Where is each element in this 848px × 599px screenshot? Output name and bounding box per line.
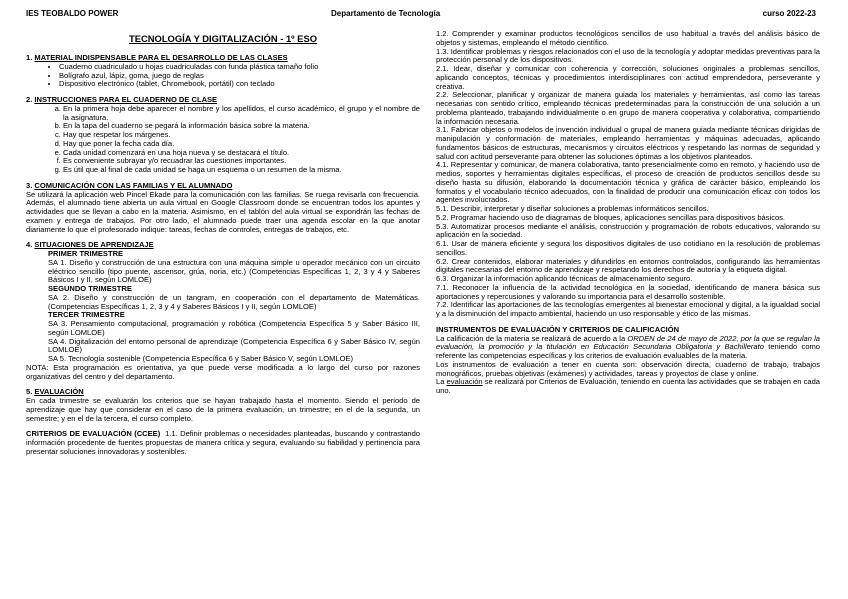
criterion-item: 6.3. Organizar la información aplicando técnicas de almacenamiento seguro.	[436, 274, 693, 283]
criterion-item: 4.1. Representar y comunicar, de manera colaborativa, tanto presencialmente como en remoto, y haciendo uso de medios, soportes y herramientas digitales específicas, el proceso de creación de productos sencillos desde su diseño hasta su difusión, elaborando la documentación técnica y gráfica de carácter básico, empleando los formatos y el vocabulario técnico adecuados, con la finalidad de producir una comunicación eficaz con todos los agentes involucrados.	[436, 160, 820, 205]
school-name: IES TEOBALDO POWER	[26, 9, 119, 18]
learning-situation-5: SA 5. Tecnología sostenible (Competencia Específica 6 y Saber Básico V, según LOMLOE)	[48, 354, 353, 363]
left-column	[26, 33, 420, 457]
right-column	[436, 30, 820, 396]
term-3-heading: TERCER TRIMESTRE	[48, 310, 125, 320]
list-item: f. Es conveniente subrayar y/o recuadrar las cuestiones importantes.	[63, 157, 420, 166]
list-item: • Dispositivo electrónico (tablet, Chromebook, portátil) con teclado	[59, 80, 420, 89]
evaluation-paragraph: En cada trimestre se evaluarán los criterios que se hayan trabajado hasta el momento. Siendo el periodo de aprendizaje que hay que considerar en el caso de la primera evaluación, un trimestre; en el de la segunda, un semestre; y en el de la tercera, el curso completo.	[26, 396, 420, 423]
section-4-heading: 4. SITUACIONES DE APRENDIZAJE	[26, 240, 154, 250]
list-item: • Bolígrafo azul, lápiz, goma, juego de reglas	[59, 72, 420, 81]
criterion-item: 5.2. Programar haciendo uso de diagramas de bloques, aplicaciones sencillas para dispositivos básicos.	[436, 212, 786, 222]
list-item: b. En la tapa del cuaderno se pegará la información básica sobre la materia.	[63, 122, 420, 131]
section-3-heading: 3. COMUNICACIÓN CON LAS FAMILIAS Y EL ALUMNADO	[26, 180, 233, 190]
criterion-item: 1.3. Identificar problemas y riesgos relacionados con el uso de la tecnología y adoptar medidas preventivas para la protección personal y de los dispositivos.	[436, 46, 820, 65]
list-item: • Cuaderno cuadriculado u hojas cuadriculadas con funda plástica tamaño folio	[59, 63, 420, 72]
term-1-heading: PRIMER TRIMESTRE	[48, 249, 124, 258]
instruments-heading: INSTRUMENTOS DE EVALUACIÓN Y CRITERIOS DE CALIFICACIÓN	[436, 324, 680, 334]
criterion-item: 3.1. Fabricar objetos o modelos de invención individual o grupal de manera guiada mediante técnicas dirigidas de manipulación y conformación de materiales, empleando herramientas y máquinas adecuadas, aplicando fundamentos básicos de estructuras, mecanismos y circuitos eléctricos y respetando las normas de seguridad y salud con actitud perseverante para obtener las soluciones óptimas a los objetivos planteados.	[436, 125, 820, 161]
criterion-item: 6.1. Usar de manera eficiente y segura los dispositivos digitales de uso cotidiano en la resolución de problemas sencillos.	[436, 239, 820, 257]
materials-list	[26, 63, 420, 89]
section-2-heading: 2. INSTRUCCIONES PARA EL CUADERNO DE CLASE	[26, 95, 218, 104]
notebook-instructions-list	[26, 105, 420, 175]
criterion-item: 6.2. Crear contenidos, elaborar materiales y difundirlos en entornos controlados, configurando las herramientas digitales necesarias del entorno de aprendizaje y respetando los derechos de autoría y la etiqueta digital.	[436, 256, 820, 275]
criterion-item: 5.1. Describir, interpretar y diseñar soluciones a problemas informáticos sencillos.	[436, 204, 709, 213]
term-2-heading: SEGUNDO TRIMESTRE	[48, 284, 132, 293]
criterion-item: 2.2. Seleccionar, planificar y organizar de manera guiada los materiales y herramientas, así como las tareas necesarias con sentido crítico, empleando técnicas predeterminadas para la construcción de una solución a un problema planteado, trabajando individualmente o en grupo de manera cooperativa y colaborativa, compartiendo la información necesaria.	[436, 90, 820, 126]
list-item: a. En la primera hoja debe aparecer el nombre y los apellidos, el curso académico, el grupo y el nombre de la asignatura.	[63, 105, 420, 123]
list-item: e. Cada unidad comenzará en una hoja nueva y se destacará el título.	[63, 149, 420, 158]
list-item: g. Es útil que al final de cada unidad se haga un esquema o un resumen de la misma.	[63, 166, 420, 175]
criterion-item: 2.1. Idear, diseñar y comunicar con coherencia y corrección, soluciones originales a problemas sencillos, aplicando conceptos, técnicas y procedimientos interdisciplinares con actitud emprendedora, perseverante y creativa.	[436, 64, 820, 91]
section-5-heading: 5. EVALUACIÓN	[26, 387, 84, 397]
learning-situation-4: SA 4. Digitalización del entorno personal de aprendizaje (Competencia Específica 6 y Saber Básico IV, según LOMLOE)	[48, 336, 420, 355]
criterion-item: 5.3. Automatizar procesos mediante el análisis, construcción y programación de robots educativos, valorando su aplicación en la sociedad.	[436, 221, 820, 240]
grading-paragraph: La calificación de la materia se realizará de acuerdo a la ORDEN de 24 de mayo de 2022, por la que se regulan la evaluación, la promoción y la titulación en Educación Secundaria Obligatoria y Bachillerato teniendo como referente las competencias específicas y los criterios de evaluación evaluables de la materia.	[436, 333, 821, 360]
list-item: c. Hay que respetar los márgenes.	[63, 131, 420, 140]
criteria-heading: CRITERIOS DE EVALUACIÓN (CCEE)	[26, 429, 161, 439]
criterion-item: 1.2. Comprender y examinar productos tecnológicos sencillos de uso habitual a través del análisis básico de objetos y sistemas, empleando el método científico.	[436, 29, 820, 47]
communication-paragraph: Se utilizará la aplicación web Pincel Ekade para la comunicación con las familias. Se ruega revisarla con frecuencia. Además, el alumnado tiene abierta un aula virtual en Google Classroom donde se encuentran todos los apuntes y actividades que se llevan a cabo en la materia. Asimismo, en el tablón del aula virtual se expondrán las fechas de examen y entrega de trabajos. Por otro lado, el alumnado puede traer una agenda escolar en la que anotar diariamente lo que el profesorado indique: tareas, fechas de controles, entregas de trabajos, etc.	[26, 189, 420, 234]
order-reference: ORDEN de 24 de mayo de 2022, por la que se regulan la evaluación, la promoción y la titulación en Educación Secundaria Obligatoria y Bachillerato	[436, 333, 820, 352]
section-1-heading: 1. MATERIAL INDISPENSABLE PARA EL DESARROLLO DE LAS CLASES	[26, 53, 288, 62]
instruments-paragraph: Los instrumentos de evaluación a tener en cuenta son: observación directa, cuaderno de trabajo, trabajos monográficos, pruebas objetivas (exámenes) y actividades, tareas y proyectos de clase y online.	[436, 359, 820, 378]
criteria-intro: CRITERIOS DE EVALUACIÓN (CCEE) 1.1. Definir problemas o necesidades planteadas, buscando y contrastando información procedente de fuentes propuestas de manera crítica y segura, evaluando su fiabilidad y pertinencia para presentar soluciones innovadoras y sostenibles.	[26, 429, 420, 456]
criteria-list	[436, 30, 820, 319]
criterion-item: 7.1. Reconocer la influencia de la actividad tecnológica en la sociedad, identificando de manera básica sus aportaciones y repercusiones y valorando su importancia para el desarrollo sostenible.	[436, 282, 820, 301]
learning-situation-1: SA 1. Diseño y construcción de una estructura con una máquina simple u operador mecánico con un circuito eléctrico sencillo (tipo puente, ascensor, grúa, noria, etc.) (Competencias Específicas 1, 2, 3 y 4 y Saberes Básicos I y II, según LOMLOE)	[48, 257, 420, 285]
list-item: d. Hay que poner la fecha cada día.	[63, 140, 420, 149]
course-year: curso 2022-23	[762, 9, 816, 18]
learning-situation-3: SA 3. Pensamiento computacional, programación y robótica (Competencia Específica 5 y Saber Básico III, según LOMLOE)	[48, 319, 420, 337]
document-title: TECNOLOGÍA Y DIGITALIZACIÓN - 1º ESO	[129, 33, 317, 44]
department-name: Departamento de Tecnología	[331, 9, 441, 18]
learning-situation-2: SA 2. Diseño y construcción de un tangram, en cooperación con el departamento de Matemáticas. (Competencias Específicas 1, 2, 3 y 4 y Saberes Básicos I y II, según LOMLOE)	[48, 292, 420, 311]
criterion-item: 7.2. Identificar las aportaciones de las tecnologías emergentes al bienestar emocional y digital, a la igualdad social y a la disminución del impacto ambiental, haciendo un uso responsable y ético de las mismas.	[436, 300, 820, 318]
criteria-evaluation-paragraph: La evaluación se realizará por Criterios de Evaluación, teniendo en cuenta las actividades que se trabajen en cada uno.	[436, 377, 820, 395]
programming-note: NOTA: Esta programación es orientativa, ya que puede verse modificada a lo largo del curso por razones organizativas del centro y del departamento.	[26, 362, 420, 381]
